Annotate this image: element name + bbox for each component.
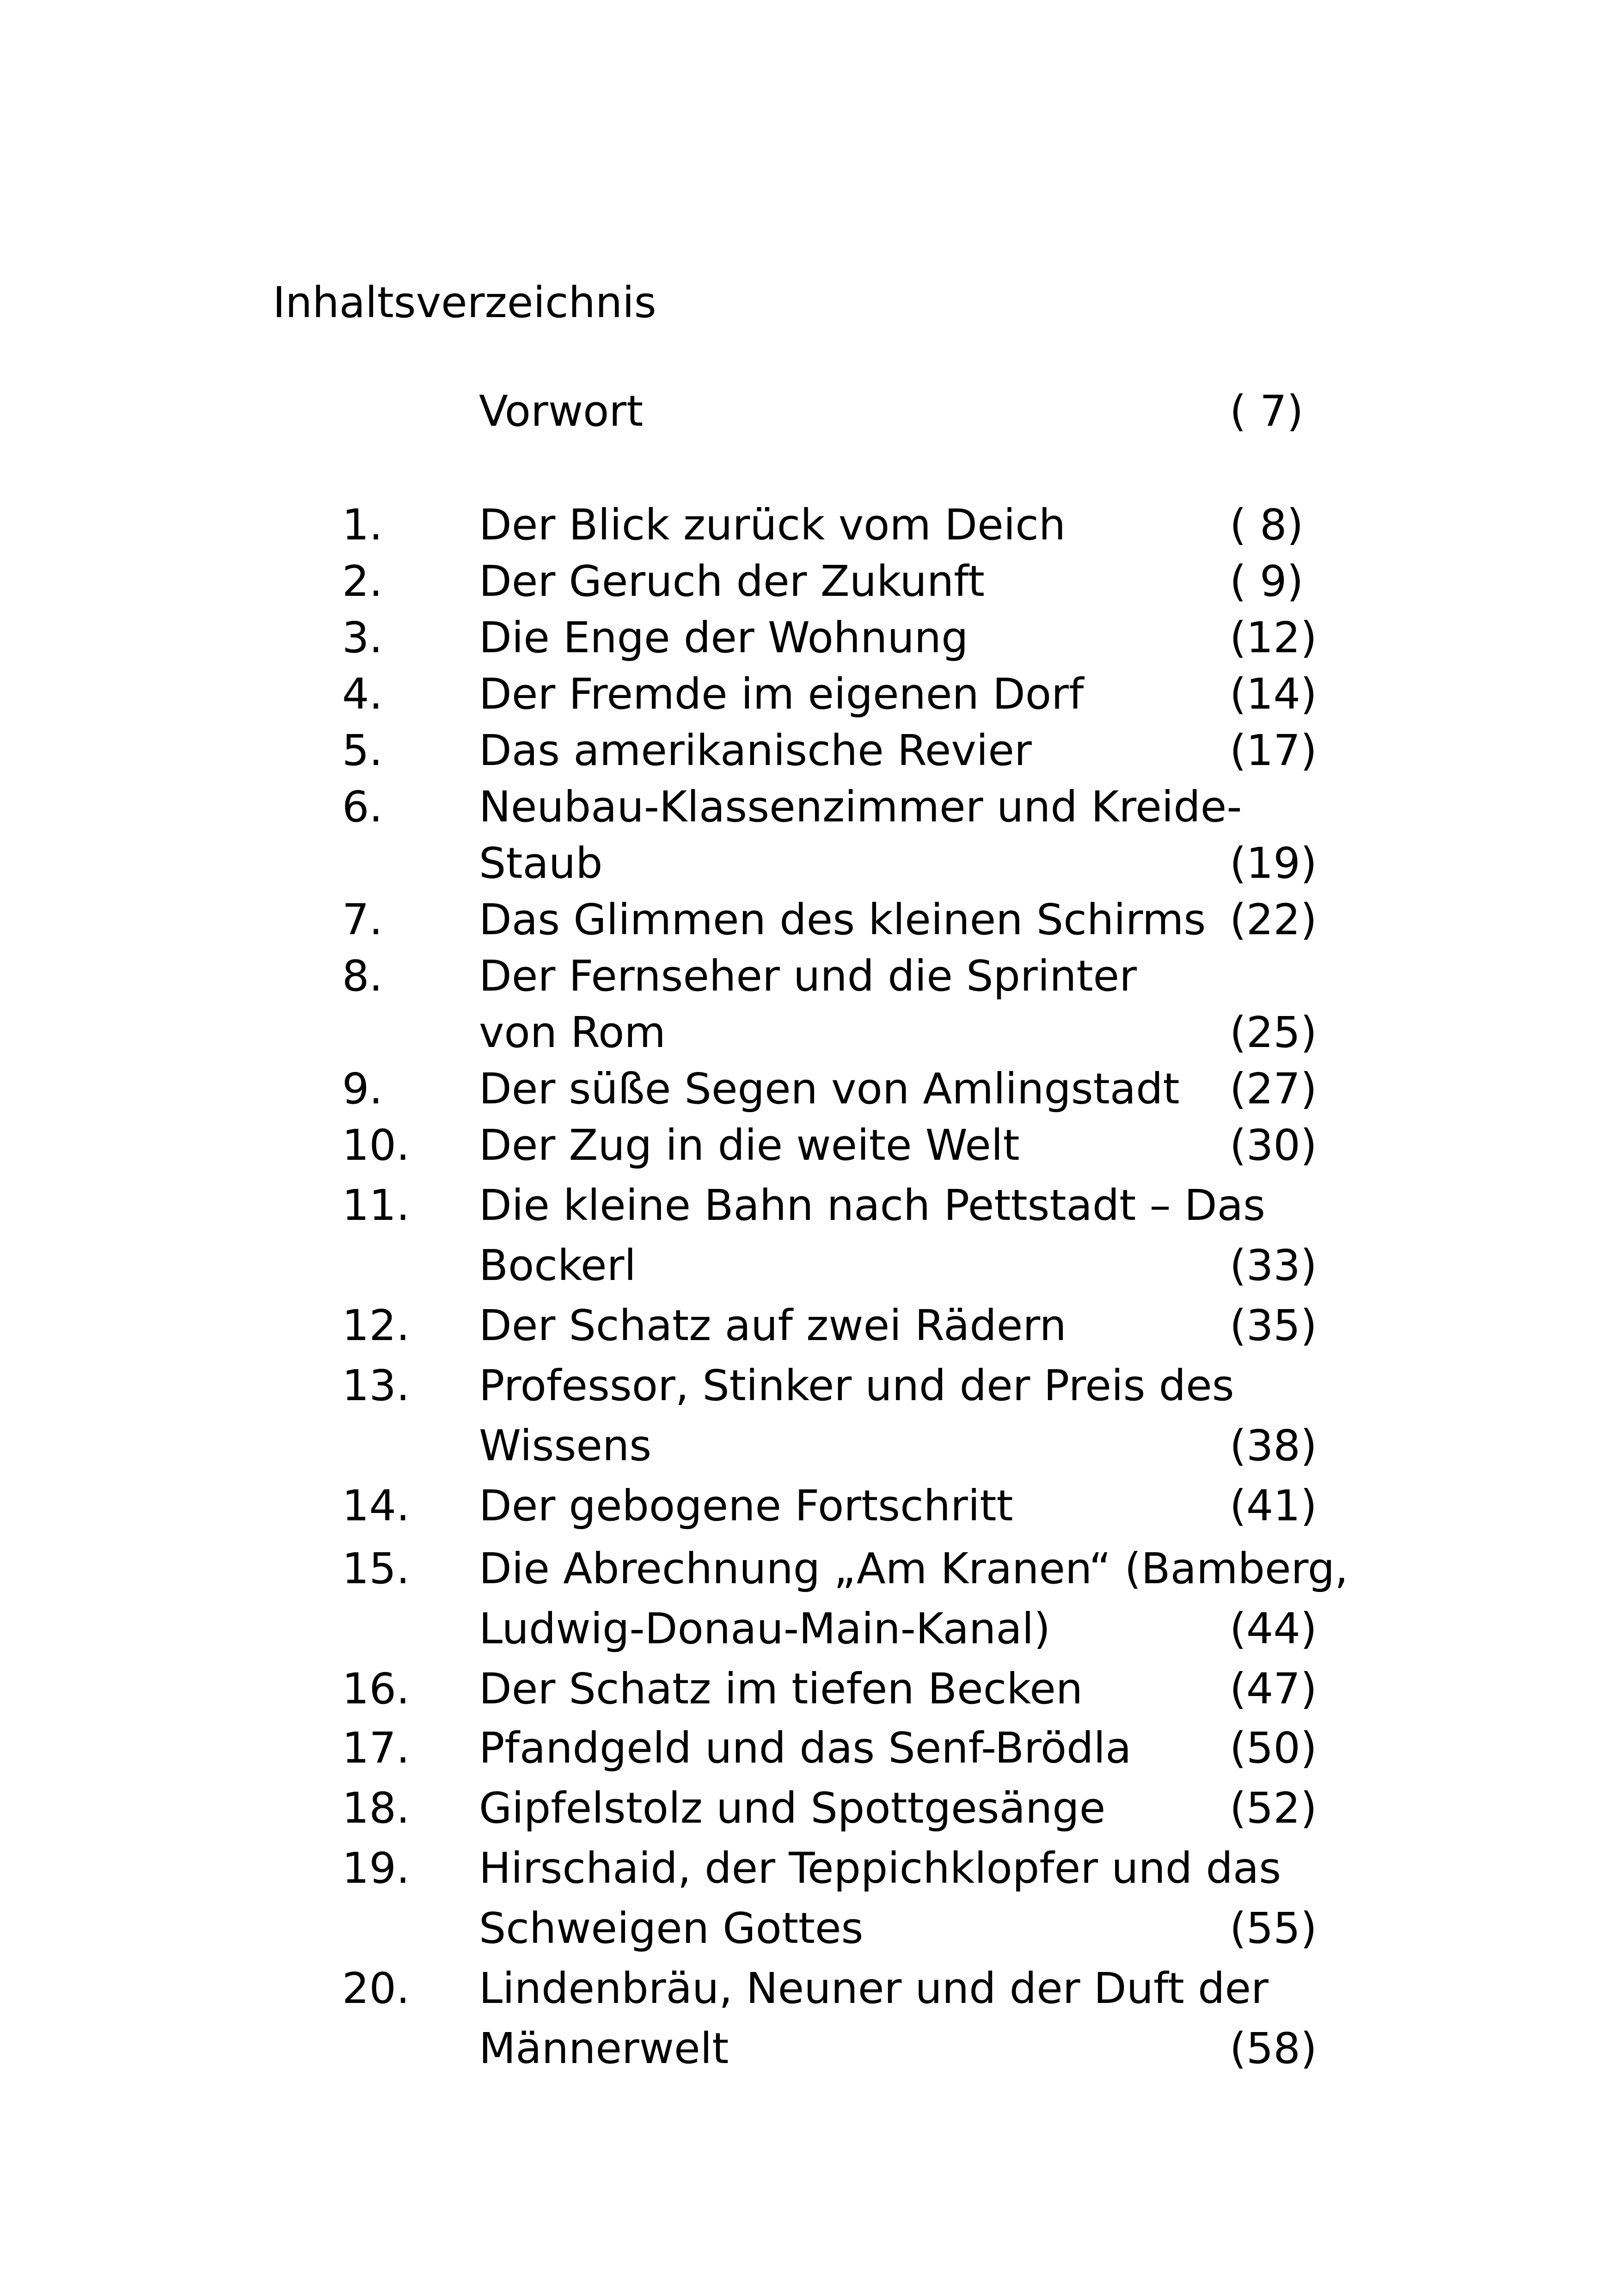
chapter-number: 17. — [342, 1723, 410, 1773]
page-number: (58) — [1230, 2024, 1317, 2073]
chapter-number: 20. — [342, 1964, 410, 2013]
chapter-title: Pfandgeld und das Senf-Brödla — [479, 1723, 1132, 1773]
toc-line — [0, 892, 1618, 948]
chapter-number: 10. — [342, 1120, 410, 1170]
page-number: (25) — [1230, 1008, 1317, 1057]
page-number: (35) — [1230, 1301, 1317, 1350]
chapter-title: Professor, Stinker und der Preis des — [479, 1361, 1234, 1410]
chapter-number: 8. — [342, 951, 383, 1001]
page-number: (22) — [1230, 895, 1317, 944]
page-number: (19) — [1230, 839, 1317, 888]
chapter-title: Der Geruch der Zukunft — [479, 557, 985, 606]
page-number: (50) — [1230, 1723, 1317, 1773]
page-number: (27) — [1230, 1064, 1317, 1114]
chapter-title: Der süße Segen von Amlingstadt — [479, 1064, 1180, 1114]
chapter-number: 4. — [342, 669, 383, 719]
page-number: ( 8) — [1230, 500, 1304, 550]
toc-line — [0, 1720, 1618, 1776]
chapter-title: Vorwort — [479, 386, 644, 436]
toc-line — [0, 1238, 1618, 1293]
chapter-number: 7. — [342, 895, 383, 944]
chapter-title: Der Blick zurück vom Deich — [479, 500, 1066, 550]
page-number: (14) — [1230, 669, 1317, 719]
chapter-title: Der Schatz im tiefen Becken — [479, 1664, 1083, 1714]
chapter-number: 13. — [342, 1361, 410, 1410]
chapter-number: 3. — [342, 613, 383, 662]
chapter-number: 19. — [342, 1843, 410, 1893]
page-number: (47) — [1230, 1664, 1317, 1714]
page-number: (17) — [1230, 726, 1317, 775]
chapter-number: 6. — [342, 782, 383, 832]
toc-line — [0, 1061, 1618, 1117]
chapter-title: Bockerl — [479, 1241, 636, 1290]
toc-line — [0, 554, 1618, 609]
toc-line — [0, 1541, 1618, 1597]
chapter-title: Der Fremde im eigenen Dorf — [479, 669, 1084, 719]
toc-line — [0, 1178, 1618, 1233]
toc-line — [0, 1601, 1618, 1657]
chapter-title: Der Fernseher und die Sprinter — [479, 951, 1137, 1001]
chapter-title: Neubau-Klassenzimmer und Kreide- — [479, 782, 1242, 832]
chapter-number: 14. — [342, 1481, 410, 1531]
chapter-number: 18. — [342, 1783, 410, 1833]
chapter-title: Staub — [479, 839, 603, 888]
toc-line — [0, 2021, 1618, 2076]
page-number: (52) — [1230, 1783, 1317, 1833]
toc-line — [0, 1418, 1618, 1474]
page-number: (12) — [1230, 613, 1317, 662]
toc-line — [0, 779, 1618, 835]
chapter-number: 12. — [342, 1301, 410, 1350]
chapter-title: Das amerikanische Revier — [479, 726, 1032, 775]
chapter-title: Männerwelt — [479, 2024, 729, 2073]
toc-line — [0, 836, 1618, 891]
toc-line — [0, 1841, 1618, 1896]
chapter-title: Das Glimmen des kleinen Schirms — [479, 895, 1206, 944]
page-number: (41) — [1230, 1481, 1317, 1531]
toc-line — [0, 384, 1618, 439]
chapter-number: 1. — [342, 500, 383, 550]
toc-line — [0, 1118, 1618, 1173]
toc-line — [0, 723, 1618, 778]
toc-line — [0, 497, 1618, 553]
chapter-title: Lindenbräu, Neuner und der Duft der — [479, 1964, 1269, 2013]
chapter-title: Der gebogene Fortschritt — [479, 1481, 1013, 1531]
page-title: Inhaltsverzeichnis — [273, 278, 656, 327]
page-number: ( 9) — [1230, 557, 1304, 606]
page-number: ( 7) — [1230, 386, 1304, 436]
chapter-number: 5. — [342, 726, 383, 775]
toc-line — [0, 1478, 1618, 1534]
chapter-title: von Rom — [479, 1008, 666, 1057]
chapter-title: Die kleine Bahn nach Pettstadt – Das — [479, 1181, 1266, 1230]
toc-line — [0, 1358, 1618, 1414]
chapter-title: Der Schatz auf zwei Rädern — [479, 1301, 1066, 1350]
toc-line — [0, 1901, 1618, 1956]
toc-line — [0, 1961, 1618, 2016]
chapter-title: Ludwig-Donau-Main-Kanal) — [479, 1604, 1051, 1653]
chapter-number: 11. — [342, 1181, 410, 1230]
toc-line — [0, 1781, 1618, 1836]
toc-line — [0, 610, 1618, 666]
chapter-number: 9. — [342, 1064, 383, 1114]
toc-line — [0, 1298, 1618, 1353]
toc-line — [0, 949, 1618, 1004]
toc-line — [0, 1005, 1618, 1060]
chapter-title: Die Abrechnung „Am Kranen“ (Bamberg, — [479, 1544, 1348, 1593]
chapter-number: 15. — [342, 1544, 410, 1593]
chapter-title: Wissens — [479, 1421, 652, 1470]
toc-line — [0, 667, 1618, 722]
page-number: (30) — [1230, 1120, 1317, 1170]
page-number: (33) — [1230, 1241, 1317, 1290]
chapter-title: Schweigen Gottes — [479, 1904, 864, 1953]
chapter-title: Die Enge der Wohnung — [479, 613, 968, 662]
chapter-title: Der Zug in die weite Welt — [479, 1120, 1020, 1170]
chapter-title: Gipfelstolz und Spottgesänge — [479, 1783, 1106, 1833]
page-number: (44) — [1230, 1604, 1317, 1653]
chapter-title: Hirschaid, der Teppichklopfer und das — [479, 1843, 1281, 1893]
page-number: (38) — [1230, 1421, 1317, 1470]
chapter-number: 16. — [342, 1664, 410, 1714]
chapter-number: 2. — [342, 557, 383, 606]
toc-line — [0, 1661, 1618, 1717]
page-number: (55) — [1230, 1904, 1317, 1953]
